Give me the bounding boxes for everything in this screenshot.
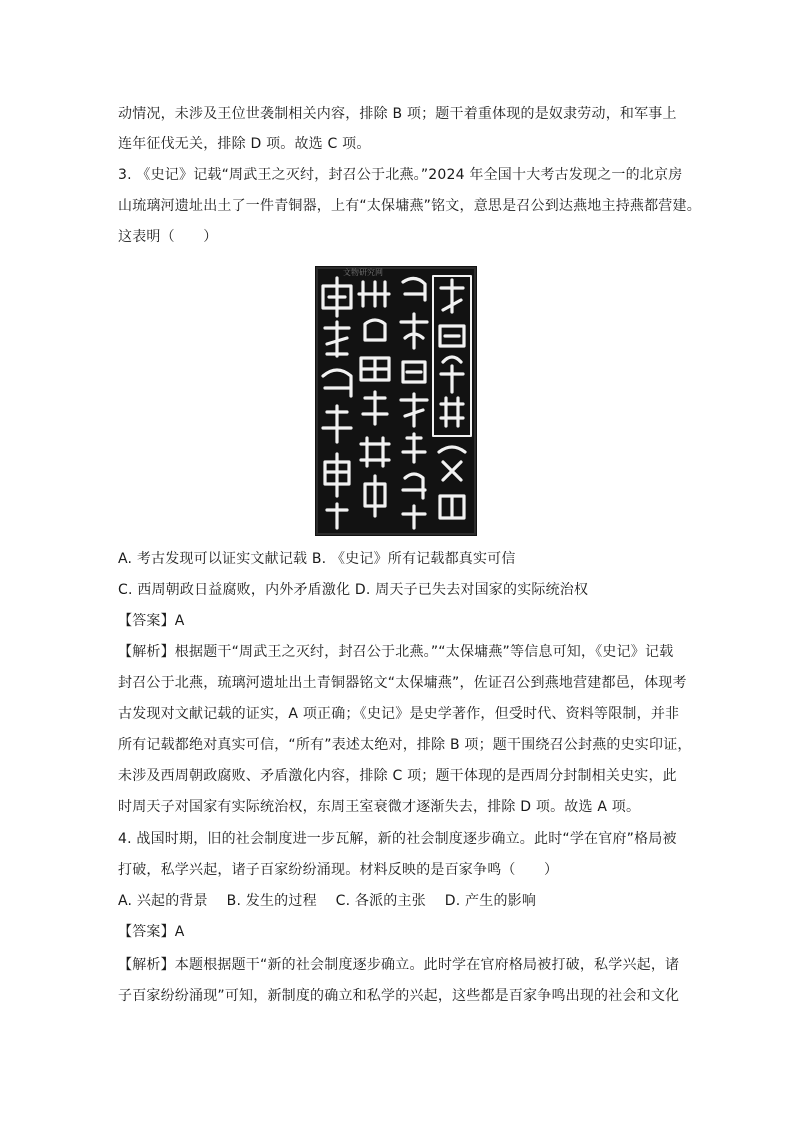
analysis-line: 所有记载都绝对真实可信，“所有”表述太绝对，排除 B 项；题干围绕召公封燕的史实印证，	[118, 737, 692, 753]
analysis-line: 未涉及西周朝政腐败、矛盾激化内容，排除 C 项；题干体现的是西周分封制相关史实，此	[118, 768, 677, 784]
analysis-line: 子百家纷纷涌现”可知，新制度的确立和私学的兴起，这些都是百家争鸣出现的社会和文化	[118, 988, 680, 1004]
answer-label: 【答案】A	[118, 924, 185, 940]
text-line: 动情况，未涉及王位世袭制相关内容，排除 B 项；题干着重体现的是奴隶劳动，和军事上	[118, 106, 677, 122]
question-3-stem: 3. 《史记》记载“周武王之灭纣，封召公于北燕。”2024 年全国十大考古发现之一的北京房	[118, 167, 683, 183]
svg-text:文物研究网: 文物研究网	[343, 268, 383, 277]
question-4-options: A. 兴起的背景 B. 发生的过程 C. 各派的主张 D. 产生的影响	[118, 893, 537, 909]
analysis-line: 【解析】根据题干“周武王之灭纣，封召公于北燕。”“太保墉燕”等信息可知，《史记》记载	[118, 644, 674, 660]
option-c-d: C. 西周朝政日益腐败，内外矛盾激化 D. 周天子已失去对国家的实际统治权	[118, 582, 589, 598]
option-a-b: A. 考古发现可以证实文献记载 B. 《史记》所有记载都真实可信	[118, 551, 516, 567]
text-line: 连年征伐无关，排除 D 项。故选 C 项。	[118, 136, 371, 152]
answer-label: 【答案】A	[118, 613, 185, 629]
analysis-line: 古发现对文献记载的证实，A 项正确；《史记》是史学著作，但受时代、资料等限制，并非	[118, 706, 680, 722]
analysis-line: 封召公于北燕，琉璃河遗址出土青铜器铭文“太保墉燕”，佐证召公到燕地营建都邑，体现考	[118, 675, 687, 691]
analysis-line: 【解析】本题根据题干“新的社会制度逐步确立。此时学在官府格局被打破，私学兴起，诸	[118, 957, 680, 973]
bronze-inscription-rubbing	[315, 266, 477, 536]
question-4-stem: 4. 战国时期，旧的社会制度进一步瓦解，新的社会制度逐步确立。此时“学在官府”格局被	[118, 831, 677, 847]
text-line: 山琉璃河遗址出土了一件青铜器，上有“太保墉燕”铭文，意思是召公到达燕地主持燕都营建。	[118, 198, 701, 214]
text-line: 打破，私学兴起，诸子百家纷纷涌现。材料反映的是百家争鸣（ ）	[118, 862, 559, 878]
analysis-line: 时周天子对国家有实际统治权，东周王室衰微才逐渐失去，排除 D 项。故选 A 项。	[118, 799, 641, 815]
text-line: 这表明（ ）	[118, 229, 218, 245]
